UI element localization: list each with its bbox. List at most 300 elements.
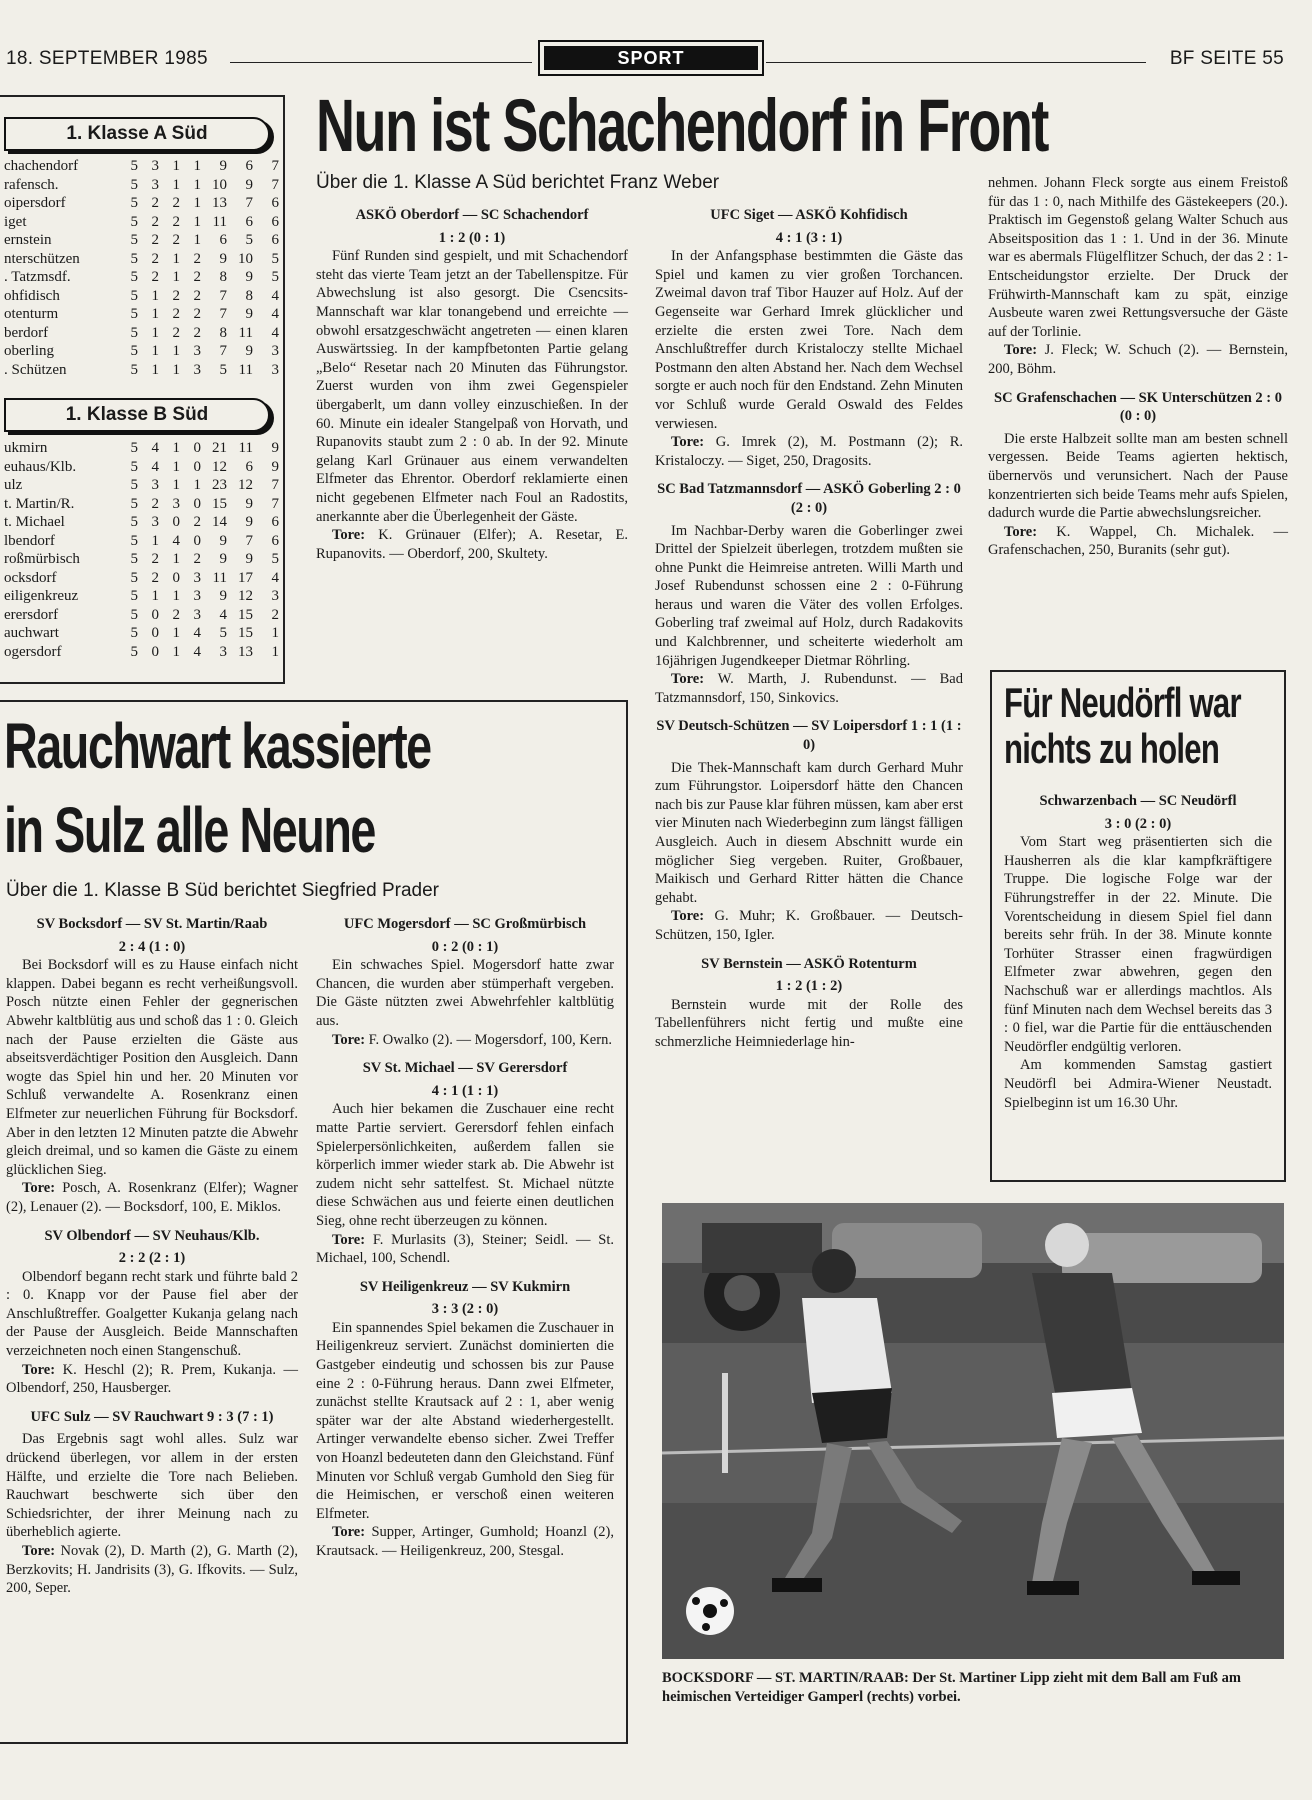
standings-value: 1 xyxy=(193,195,201,211)
standings-value: 2 xyxy=(193,514,201,530)
standings-row xyxy=(4,606,279,625)
team-name: rafensch. xyxy=(4,176,59,193)
standings-value: 9 xyxy=(219,532,227,549)
standings-value: 5 xyxy=(130,551,138,567)
article-b-column-1 xyxy=(6,905,298,1598)
standings-value: 23 xyxy=(212,477,227,493)
scorers-text: K. Wappel, Ch. Michalek. — Grafenschachen, 250, Buranits (sehr gut). xyxy=(988,523,1288,559)
standings-value: 1 xyxy=(151,306,159,322)
standings-value: 9 xyxy=(219,551,227,567)
match-heading: SV Olbendorf — SV Neuhaus/Klb. xyxy=(44,1227,260,1244)
standings-value: 1 xyxy=(172,551,180,567)
standings-value: 9 xyxy=(219,588,227,604)
standings-value: 9 xyxy=(245,514,253,530)
team-name: . Schützen xyxy=(4,361,67,378)
standings-value: 2 xyxy=(151,495,159,512)
match-score: 4 : 1 (3 : 1) xyxy=(775,229,843,246)
scorers-label: Tore: xyxy=(671,671,705,688)
match-report: Bei Bocksdorf will es zu Hause einfach nicht klappen. Dabei begann es recht verheißungsvoll. Posch nützte einen Fehler der gegnerischen Abwehr kaltblütig aus und schoß das 1 : 0. Gleich nach der Pause erzielten die Gäste aus abseitsverdächtiger Position den Ausgleich. Dann wogte das Spiel hin und her. 20 Minuten vor Schluß verwandelte A. Rosenkranz einen Elfmeter zur neuerlichen Führung für Bocksdorf. Aber in den letzten 12 Minuten patzte die Abwehr gleich dreimal, und so kamen die Gäste zu einem glücklichen Sieg. xyxy=(6,957,298,1178)
match-score: 2 : 4 (1 : 0) xyxy=(118,938,186,955)
standings-value: 2 xyxy=(172,324,180,341)
standings-value: 13 xyxy=(238,643,253,660)
match-scorers xyxy=(316,1031,614,1050)
boxed-headline-line-1: Für Neudörfl war xyxy=(1004,679,1241,726)
standings-value: 7 xyxy=(245,532,253,549)
standings-row xyxy=(4,176,279,195)
standings-value: 6 xyxy=(219,232,227,248)
standings-value: 1 xyxy=(151,361,159,378)
standings-value: 3 xyxy=(271,343,279,359)
article-a-column-2 xyxy=(655,196,963,1052)
header-rule-right xyxy=(766,62,1146,63)
standings-value: 2 xyxy=(271,606,279,623)
match-heading: SV Heiligenkreuz — SV Kukmirn xyxy=(359,1278,571,1295)
standings-value: 3 xyxy=(193,343,201,359)
standings-value: 1 xyxy=(172,250,180,267)
standings-value: 8 xyxy=(219,324,227,341)
standings-value: 2 xyxy=(151,269,159,285)
standings-value: 3 xyxy=(151,477,159,493)
team-name: erersdorf xyxy=(4,606,59,623)
standings-value: 1 xyxy=(193,232,201,248)
team-name: chachendorf xyxy=(4,158,79,174)
section-label: SPORT xyxy=(544,46,758,70)
team-name: oberling xyxy=(4,343,54,359)
standings-value: 5 xyxy=(130,176,138,193)
team-name: eiligenkreuz xyxy=(4,588,79,604)
match-report: Bernstein wurde mit der Rolle des Tabellenführers nicht fertig und mußte eine schmerzliche Heimniederlage hin- xyxy=(655,996,963,1050)
table-b-title: 1. Klasse B Süd xyxy=(4,398,270,432)
standings-value: 7 xyxy=(271,495,279,512)
issue-date: 18. SEPTEMBER 1985 xyxy=(6,48,208,69)
match-score: 3 : 0 (2 : 0) xyxy=(1104,815,1172,832)
match-score: 1 : 2 (0 : 1) xyxy=(438,229,506,246)
photo-caption: BOCKSDORF — ST. MARTIN/RAAB: Der St. Martiner Lipp zieht mit dem Ball am Fuß am heimischen Verteidiger Gamperl (rechts) vorbei. xyxy=(662,1670,1241,1705)
match-scorers xyxy=(655,670,963,707)
match-scorers xyxy=(988,523,1288,560)
scorers-label: Tore: xyxy=(22,1543,56,1559)
standings-value: 1 xyxy=(172,588,180,604)
scorers-label: Tore: xyxy=(22,1361,56,1378)
standings-value: 7 xyxy=(219,306,227,322)
standings-row xyxy=(4,250,279,269)
match-heading: SV Bernstein — ASKÖ Rotenturm xyxy=(701,955,917,972)
page-number: BF SEITE 55 xyxy=(1169,48,1284,69)
match-score: 1 : 2 (1 : 2) xyxy=(775,978,843,995)
standings-row xyxy=(4,587,279,606)
standings-row xyxy=(4,268,279,287)
league-table-b xyxy=(4,439,279,661)
standings-value: 5 xyxy=(130,532,138,549)
standings-row xyxy=(4,495,279,514)
standings-value: 5 xyxy=(130,287,138,304)
standings-value: 4 xyxy=(271,569,279,586)
standings-value: 6 xyxy=(271,195,279,211)
standings-value: 1 xyxy=(193,158,201,174)
standings-value: 5 xyxy=(130,440,138,456)
standings-value: 3 xyxy=(151,176,159,193)
standings-value: 9 xyxy=(245,306,253,322)
match-scorers xyxy=(316,526,628,563)
team-name: ohfidisch xyxy=(4,287,60,304)
match-score: 3 : 3 (2 : 0) xyxy=(431,1301,499,1318)
standings-value: 0 xyxy=(193,532,201,549)
standings-value: 0 xyxy=(172,514,180,530)
scorers-text: K. Heschl (2); R. Prem, Kukanja. — Olbendorf, 250, Hausberger. xyxy=(6,1361,299,1397)
standings-value: 2 xyxy=(193,250,201,267)
standings-value: 3 xyxy=(193,361,201,378)
standings-value: 1 xyxy=(271,643,279,660)
standings-value: 3 xyxy=(271,361,279,378)
section-banner xyxy=(538,40,764,76)
standings-value: 6 xyxy=(271,232,279,248)
standings-value: 5 xyxy=(271,269,279,285)
match-report: Die erste Halbzeit sollte man am besten schnell vergessen. Beide Teams agierten hektisch, übernervös und verunsichert. Nach der Pause konzentrierten sich beide Teams mehr aufs Spielen, dadurch wurde die Partie abwechslungsreicher. xyxy=(988,430,1288,522)
boxed-article xyxy=(990,670,1286,1182)
standings-value: 5 xyxy=(130,250,138,267)
standings-value: 9 xyxy=(245,176,253,193)
standings-value: 0 xyxy=(172,569,180,586)
standings-value: 5 xyxy=(130,606,138,623)
standings-value: 5 xyxy=(130,324,138,341)
standings-value: 6 xyxy=(245,213,253,230)
standings-value: 5 xyxy=(219,361,227,378)
standings-value: 1 xyxy=(172,158,180,174)
standings-value: 2 xyxy=(193,551,201,567)
standings-value: 2 xyxy=(151,195,159,211)
match-report: Das Ergebnis sagt wohl alles. Sulz war drückend überlegen, vor allem in der ersten Hälfte, und erzielte die Tore nach Belieben. Rauchwart beschwerte sich über den Schiedsrichter, der ihrer Meinung nach zu überheblich agierte. xyxy=(6,1431,298,1541)
standings-value: 7 xyxy=(271,158,279,174)
standings-value: 2 xyxy=(172,232,180,248)
match-scorers xyxy=(655,433,963,470)
match-heading: UFC Sulz — SV Rauchwart 9 : 3 (7 : 1) xyxy=(30,1408,274,1425)
scorers-label: Tore: xyxy=(22,1180,56,1197)
standings-value: 5 xyxy=(130,643,138,660)
standings-value: 11 xyxy=(212,213,227,230)
standings-value: 11 xyxy=(212,569,227,586)
standings-value: 9 xyxy=(245,269,253,285)
standings-value: 5 xyxy=(271,250,279,267)
standings-value: 3 xyxy=(151,514,159,530)
match-report: Die Thek-Mannschaft kam durch Gerhard Muhr zum Führungstor. Loipersdorf hätte den Chancen nach bis zur Pause klar führen müssen, kam aber erst vier Minuten nach Wiederbeginn zum längst fälligen Ausgleich. Auch in diesem Abschnitt wurde ein möglicher Sieg vergeben. Ruiter, Großbauer, Maikisch und Gerhard Ritter hätten die Chance gehabt. xyxy=(655,759,963,906)
standings-value: 5 xyxy=(130,477,138,493)
standings-value: 1 xyxy=(193,213,201,230)
team-name: . Tatzmsdf. xyxy=(4,269,71,285)
scorers-label: Tore: xyxy=(332,1031,366,1048)
match-scorers xyxy=(6,1542,298,1598)
boxed-headline-line-2: nichts zu holen xyxy=(1004,725,1220,772)
standings-value: 15 xyxy=(238,625,253,641)
match-report: Vom Start weg präsentierten sich die Hausherren als die klar kampfkräftigere Truppe. Die logische Folge war der Führungstreffer in der 22. Minute. Die Vorentscheidung in diesem Spiel fiel dann bereits sehr früh. In der 38. Minute konnte Torhüter Strasser einen fragwürdigen Elfmeter zwar abwehren, gegen den Nachschuß war er allerdings machtlos. Als fünf Minuten nach dem Wechsel bereits das 3 : 0 fiel, war die Partie für die enttäuschenden Neudörfler endgültig verloren. xyxy=(1004,834,1272,1055)
standings-value: 6 xyxy=(271,514,279,530)
match-report: Ein spannendes Spiel bekamen die Zuschauer in Heiligenkreuz serviert. Zunächst dominierten die Gastgeber eindeutig und schossen bis zur Pause eine 2 : 0-Führung heraus. Dann zwei Elfmeter, zunächst stellte Krautsack auf 2 : 1, aber wenig später war der alte Abstand wiederhergestellt. Artinger verwandelte ebenso sicher. Zwei Treffer von Hoanzl bedeuteten dann den Gleichstand. Fünf Minuten vor Schluß vergab Gumhold den Sieg für die Heimischen, er verschoß einen weiteren Elfmeter. xyxy=(316,1319,614,1522)
standings-value: 4 xyxy=(151,440,159,456)
standings-value: 21 xyxy=(212,440,227,456)
standings-value: 0 xyxy=(193,440,201,456)
team-name: ogersdorf xyxy=(4,643,62,660)
standings-row xyxy=(4,569,279,588)
standings-row xyxy=(4,476,279,495)
standings-value: 10 xyxy=(212,176,227,193)
standings-value: 2 xyxy=(151,232,159,248)
standings-value: 5 xyxy=(219,625,227,641)
table-a-title: 1. Klasse A Süd xyxy=(4,117,270,151)
match-report: Im Nachbar-Derby waren die Goberlinger zwei Drittel der Spielzeit überlegen, trotzdem mußten sie ohne Punkt die Heimreise antreten. Willi Marth und Josef Rubendunst schossen eine 2 : 0-Führung heraus und waren die Väter des vollen Erfolges. Goberling traf zweimal auf Holz, durch Radakovits und Kalchbrenner, und scheiterte wiederholt am 16jährigen Jugendkeeper Dietmar Röhrling. xyxy=(655,522,963,669)
standings-value: 4 xyxy=(219,606,227,623)
standings-value: 2 xyxy=(172,195,180,211)
standings-value: 12 xyxy=(238,588,253,604)
standings-value: 1 xyxy=(151,532,159,549)
standings-value: 9 xyxy=(245,343,253,359)
standings-value: 0 xyxy=(151,606,159,623)
team-name: t. Michael xyxy=(4,514,65,530)
scorers-label: Tore: xyxy=(671,908,705,925)
match-scorers xyxy=(655,907,963,944)
team-name: euhaus/Klb. xyxy=(4,458,77,475)
match-heading: SV St. Michael — SV Gerersdorf xyxy=(362,1060,568,1077)
standings-value: 9 xyxy=(271,440,279,456)
standings-row xyxy=(4,213,279,232)
match-report: Auch hier bekamen die Zuschauer eine recht matte Partie serviert. Gerersdorf fehlen einfach Spielerpersönlichkeiten, außerdem fallen sie körperlich immer wieder stark ab. Die Abwehr ist zudem nicht sehr sattelfest. St. Michael nützte diese Schwächen aus und feierte einen deutlichen Sieg, ohne recht überzeugen zu können. xyxy=(316,1101,614,1229)
standings-row xyxy=(4,305,279,324)
standings-row xyxy=(4,550,279,569)
standings-value: 11 xyxy=(238,440,253,456)
match-report: In der Anfangsphase bestimmten die Gäste das Spiel und kamen zu vier großen Torchancen. Zweimal davon traf Tibor Hauzer auf Holz. Auf der Gegenseite war Gerhard Imrek glücklicher und erzielte die ersten zwei Tore. Nach dem Anschlußtreffer durch Kristaloczy stellte Michael Postmann den alten Abstand her. Nach dem Wechsel sorgte er auch noch für den Endstand. Zehn Minuten vor Schluß wurde Gerald Oswald des Feldes verwiesen. xyxy=(655,248,963,432)
standings-value: 2 xyxy=(151,250,159,267)
standings-row xyxy=(4,324,279,343)
team-name: otenturm xyxy=(4,306,59,322)
standings-value: 1 xyxy=(172,176,180,193)
match-report: Olbendorf begann recht stark und führte bald 2 : 0. Knapp vor der Pause fiel aber der Anschlußtreffer. Goalgetter Kukanja gelang nach der Pause der Ausgleich. Beide Mannschaften verzeichneten noch einen Stangenschuß. xyxy=(6,1268,298,1360)
standings-value: 14 xyxy=(212,514,227,530)
standings-value: 5 xyxy=(130,514,138,530)
match-scorers xyxy=(988,341,1288,378)
match-heading: Schwarzenbach — SC Neudörfl xyxy=(1039,793,1237,809)
match-report: nehmen. Johann Fleck sorgte aus einem Freistoß für das 1 : 0, nach Mithilfe des Gästekeepers (20.). Praktisch im Gegenstoß gelang Walter Schuch aus Abseitsposition das 1 : 1. Und in der 36. Minute war es abermals Flügelflitzer Schuch, der das 2 : 1-Entscheidungstor erzielte. Der Druck der Frühwirth-Mannschaft kam zu spät, einzige Ausbeute waren zwei Rettungsversuche der Gäste auf der Torlinie. xyxy=(988,175,1288,340)
scorers-text: G. Muhr; K. Großbauer. — Deutsch-Schützen, 150, Igler. xyxy=(655,908,963,943)
standings-value: 5 xyxy=(130,625,138,641)
article-b-column-2 xyxy=(316,905,614,1561)
standings-value: 5 xyxy=(130,306,138,322)
article-b-byline: Über die 1. Klasse B Süd berichtet Siegfried Prader xyxy=(6,880,440,901)
standings-value: 3 xyxy=(219,643,227,660)
match-heading: SC Bad Tatzmannsdorf — ASKÖ Goberling 2 : 0 (2 : 0) xyxy=(657,481,961,516)
match-report-outlook: Am kommenden Samstag gastiert Neudörfl bei Admira-Wiener Neustadt. Spielbeginn ist um 16.30 Uhr. xyxy=(1004,1057,1272,1111)
standings-value: 1 xyxy=(193,176,201,193)
match-scorers xyxy=(316,1523,614,1560)
standings-value: 2 xyxy=(193,287,201,304)
standings-value: 5 xyxy=(130,195,138,211)
standings-value: 2 xyxy=(172,306,180,322)
standings-value: 1 xyxy=(172,361,180,378)
team-name: berdorf xyxy=(4,324,49,341)
standings-value: 9 xyxy=(245,551,253,567)
standings-value: 8 xyxy=(219,269,227,285)
standings-value: 10 xyxy=(238,250,253,267)
standings-value: 15 xyxy=(212,495,227,512)
scorers-text: F. Owalko (2). — Mogersdorf, 100, Kern. xyxy=(368,1031,612,1048)
standings-value: 0 xyxy=(193,458,201,475)
standings-value: 12 xyxy=(212,458,227,475)
standings-value: 17 xyxy=(238,569,253,586)
match-scorers xyxy=(316,1231,614,1268)
standings-value: 15 xyxy=(238,606,253,623)
team-name: ukmirn xyxy=(4,440,48,456)
standings-value: 5 xyxy=(130,232,138,248)
match-report: Fünf Runden sind gespielt, und mit Schachendorf steht das vierte Team jetzt an der Tabellenspitze. Für Abwechslung ist also gesorgt. Die Csencsits-Mannschaft war klar tonangebend und erreichte — obwohl ersatzgeschwächt angetreten — einen klaren Auswärtssieg. In der kampfbetonten Partie gelang „Belo“ Resetar nach 20 Minuten das Führungstor. Zuerst wurden von ihm zwei Gegenspieler übergaberlt, um dann volley einzuschießen. In der 60. Minute ein idealer Stangelpaß von Horvath, und Rupanovits staubt zum 2 : 0 ab. In der 92. Minute gelang Karl Grünauer aus einem verwandelten Elfmeter das Ehrentor. Oberdorf reklamierte einen nicht gegebenen Elfmeter nach Foul an Radostits, anerkannte aber die Überlegenheit der Gäste. xyxy=(316,248,628,525)
standings-row xyxy=(4,194,279,213)
standings-value: 2 xyxy=(151,213,159,230)
standings-value: 8 xyxy=(245,287,253,304)
standings-value: 1 xyxy=(172,440,180,456)
scorers-label: Tore: xyxy=(1004,342,1038,359)
scorers-label: Tore: xyxy=(332,1524,366,1541)
standings-value: 5 xyxy=(130,458,138,475)
standings-value: 7 xyxy=(271,176,279,193)
scorers-text: F. Murlasits (3), Steiner; Seidl. — St. Michael, 100, Schendl. xyxy=(316,1231,615,1267)
standings-value: 4 xyxy=(172,532,180,549)
standings-value: 9 xyxy=(245,495,253,512)
scorers-text: K. Grünauer (Elfer); A. Resetar, E. Rupanovits. — Oberdorf, 200, Skultety. xyxy=(316,527,628,562)
article-b-headline-line-1: Rauchwart kassierte xyxy=(4,710,431,782)
standings-value: 1 xyxy=(193,477,201,493)
standings-value: 5 xyxy=(130,569,138,586)
standings-value: 3 xyxy=(151,158,159,174)
standings-value: 1 xyxy=(172,343,180,359)
standings-value: 12 xyxy=(238,477,253,493)
standings-value: 5 xyxy=(130,361,138,378)
match-heading: UFC Siget — ASKÖ Kohfidisch xyxy=(710,207,908,223)
standings-value: 1 xyxy=(172,643,180,660)
standings-value: 0 xyxy=(151,625,159,641)
standings-value: 6 xyxy=(245,458,253,475)
article-a-headline: Nun ist Schachendorf in Front xyxy=(316,84,1048,167)
standings-row xyxy=(4,157,279,176)
standings-value: 4 xyxy=(193,643,201,660)
standings-row xyxy=(4,231,279,250)
standings-value: 0 xyxy=(151,643,159,660)
standings-value: 3 xyxy=(193,588,201,604)
standings-value: 9 xyxy=(219,158,227,174)
team-name: ernstein xyxy=(4,232,52,248)
standings-value: 2 xyxy=(151,551,159,567)
scorers-text: Posch, A. Rosenkranz (Elfer); Wagner (2), Lenauer (2). — Bocksdorf, 100, E. Miklos. xyxy=(6,1180,298,1215)
league-tables-box xyxy=(0,95,285,684)
standings-value: 3 xyxy=(193,569,201,586)
standings-value: 1 xyxy=(172,477,180,493)
standings-value: 6 xyxy=(271,532,279,549)
standings-value: 2 xyxy=(193,269,201,285)
standings-value: 9 xyxy=(219,250,227,267)
standings-value: 2 xyxy=(193,324,201,341)
article-a-column-3 xyxy=(988,174,1288,560)
standings-value: 1 xyxy=(172,269,180,285)
standings-value: 1 xyxy=(172,458,180,475)
standings-value: 7 xyxy=(219,343,227,359)
standings-value: 3 xyxy=(172,495,180,512)
standings-value: 2 xyxy=(151,569,159,586)
standings-value: 1 xyxy=(172,625,180,641)
match-photo-illustration xyxy=(662,1203,1284,1659)
match-score: 2 : 2 (2 : 1) xyxy=(118,1250,186,1267)
scorers-text: G. Imrek (2), M. Postmann (2); R. Kristaloczy. — Siget, 250, Dragosits. xyxy=(655,434,964,469)
match-score: 4 : 1 (1 : 1) xyxy=(431,1082,499,1099)
scorers-label: Tore: xyxy=(671,434,705,451)
standings-value: 9 xyxy=(271,458,279,475)
standings-value: 2 xyxy=(172,213,180,230)
standings-value: 2 xyxy=(193,306,201,322)
team-name: ocksdorf xyxy=(4,569,57,586)
scorers-label: Tore: xyxy=(1004,523,1038,540)
standings-value: 3 xyxy=(271,588,279,604)
standings-value: 4 xyxy=(151,458,159,475)
standings-value: 2 xyxy=(172,287,180,304)
standings-value: 6 xyxy=(271,213,279,230)
standings-value: 1 xyxy=(151,588,159,604)
boxed-body xyxy=(1004,782,1272,1112)
standings-row xyxy=(4,624,279,643)
team-name: iget xyxy=(4,213,27,230)
team-name: t. Martin/R. xyxy=(4,495,75,512)
standings-value: 7 xyxy=(219,287,227,304)
standings-value: 1 xyxy=(151,324,159,341)
team-name: roßmürbisch xyxy=(4,551,80,567)
standings-value: 1 xyxy=(151,343,159,359)
standings-value: 5 xyxy=(130,588,138,604)
standings-value: 2 xyxy=(172,606,180,623)
match-heading: UFC Mogersdorf — SC Großmürbisch xyxy=(343,916,587,932)
match-report: Ein schwaches Spiel. Mogersdorf hatte zwar Chancen, die wurden aber stümperhaft vergeben. Die Gäste nützten zwei Abwehrfehler kaltblütig aus. xyxy=(316,957,614,1029)
standings-row xyxy=(4,532,279,551)
match-scorers xyxy=(6,1361,298,1398)
article-b-headline-line-2: in Sulz alle Neune xyxy=(4,794,375,866)
standings-value: 5 xyxy=(245,232,253,248)
match-heading: SV Bocksdorf — SV St. Martin/Raab xyxy=(36,916,268,932)
standings-row xyxy=(4,643,279,662)
scorers-text: J. Fleck; W. Schuch (2). — Bernstein, 200, Böhm. xyxy=(988,342,1288,377)
match-heading: SC Grafenschachen — SK Unterschützen 2 : 0 (0 : 0) xyxy=(994,389,1282,425)
standings-value: 4 xyxy=(271,287,279,304)
scorers-text: Supper, Artinger, Gumhold; Hoanzl (2), Krautsack. — Heiligenkreuz, 200, Stesgal. xyxy=(316,1524,614,1559)
standings-value: 5 xyxy=(130,343,138,359)
standings-row xyxy=(4,458,279,477)
match-heading: SV Deutsch-Schützen — SV Loipersdorf 1 : 1 (1 : 0) xyxy=(656,718,962,754)
header-rule-left xyxy=(230,62,532,63)
standings-value: 5 xyxy=(130,213,138,230)
scorers-text: Novak (2), D. Marth (2), G. Marth (2), Berzkovits; H. Jandrisits (3), G. Ifkovits. — Sulz, 200, Seper. xyxy=(6,1543,299,1597)
match-score: 0 : 2 (0 : 1) xyxy=(431,938,499,955)
standings-row xyxy=(4,513,279,532)
standings-value: 5 xyxy=(271,551,279,567)
standings-value: 13 xyxy=(212,195,227,211)
standings-value: 0 xyxy=(193,495,201,512)
league-table-a xyxy=(4,157,279,379)
standings-value: 11 xyxy=(238,324,253,341)
standings-value: 4 xyxy=(271,306,279,322)
standings-row xyxy=(4,287,279,306)
team-name: lbendorf xyxy=(4,532,55,549)
standings-value: 1 xyxy=(151,287,159,304)
standings-value: 7 xyxy=(271,477,279,493)
standings-value: 5 xyxy=(130,269,138,285)
standings-value: 4 xyxy=(271,324,279,341)
standings-value: 6 xyxy=(245,158,253,174)
match-photo xyxy=(662,1203,1284,1659)
article-a-byline: Über die 1. Klasse A Süd berichtet Franz Weber xyxy=(316,172,720,193)
standings-row xyxy=(4,361,279,380)
scorers-label: Tore: xyxy=(332,1231,366,1248)
standings-value: 5 xyxy=(130,158,138,174)
